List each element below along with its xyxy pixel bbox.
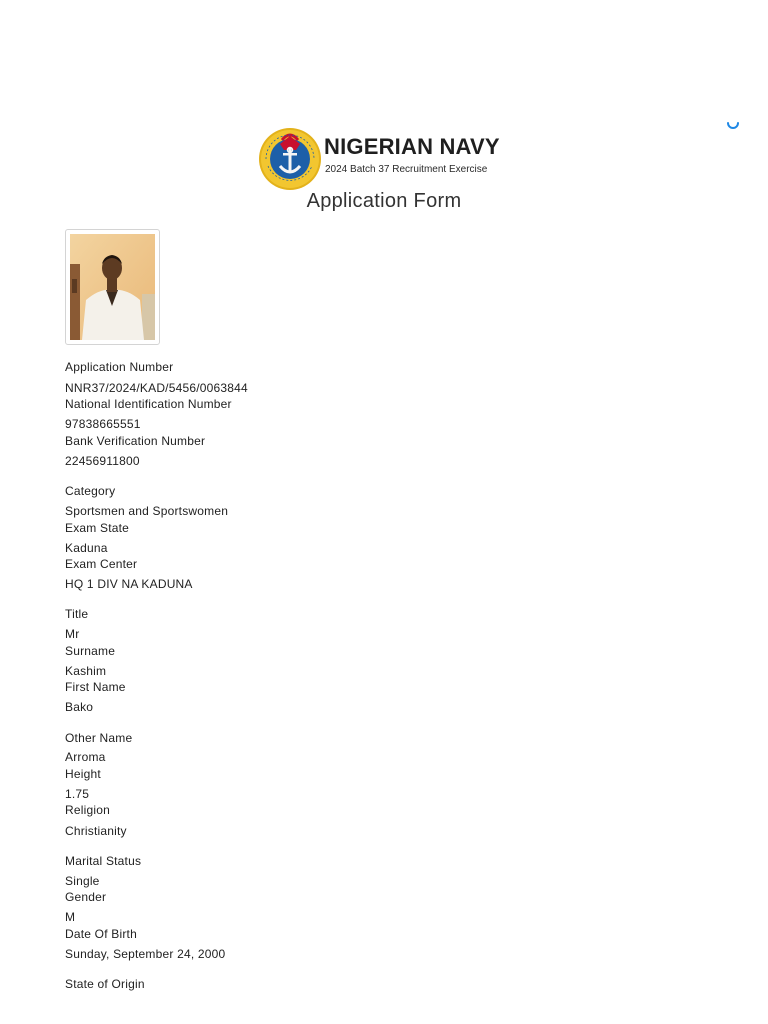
application-number-label: Application Number [65, 360, 174, 374]
marital-status-label: Marital Status [65, 854, 142, 868]
other-name-label: Other Name [65, 731, 133, 745]
surname-value: Kashim [65, 664, 107, 678]
applicant-photo [65, 229, 160, 345]
state-of-origin-label: State of Origin [65, 977, 145, 991]
exam-state-value: Kaduna [65, 541, 108, 555]
title-value: Mr [65, 627, 80, 641]
page-title: Application Form [306, 190, 462, 212]
exam-center-label: Exam Center [65, 557, 138, 571]
navy-crest-icon [258, 126, 322, 192]
exam-state-label: Exam State [65, 521, 130, 535]
nin-label: National Identification Number [65, 397, 232, 411]
religion-label: Religion [65, 803, 110, 817]
dob-label: Date Of Birth [65, 927, 137, 941]
first-name-value: Bako [65, 700, 94, 714]
applicant-photo-image [70, 234, 155, 340]
height-label: Height [65, 767, 101, 781]
religion-value: Christianity [65, 824, 127, 838]
dob-value: Sunday, September 24, 2000 [65, 947, 226, 961]
gender-value: M [65, 910, 76, 924]
bvn-value: 22456911800 [65, 454, 140, 468]
category-label: Category [65, 484, 116, 498]
gender-label: Gender [65, 890, 107, 904]
page-header [0, 126, 768, 192]
brand-logo [258, 126, 508, 192]
brand-subtitle: 2024 Batch 37 Recruitment Exercise [325, 164, 488, 175]
surname-label: Surname [65, 644, 116, 658]
nin-value: 97838665551 [65, 417, 141, 431]
height-value: 1.75 [65, 787, 90, 801]
category-value: Sportsmen and Sportswomen [65, 504, 229, 518]
exam-center-value: HQ 1 DIV NA KADUNA [65, 577, 193, 591]
bvn-label: Bank Verification Number [65, 434, 206, 448]
marital-status-value: Single [65, 874, 100, 888]
application-number-value: NNR37/2024/KAD/5456/0063844 [65, 381, 248, 395]
brand-title: NIGERIAN NAVY [324, 134, 500, 159]
other-name-value: Arroma [65, 750, 106, 764]
first-name-label: First Name [65, 680, 126, 694]
title-label: Title [65, 607, 89, 621]
